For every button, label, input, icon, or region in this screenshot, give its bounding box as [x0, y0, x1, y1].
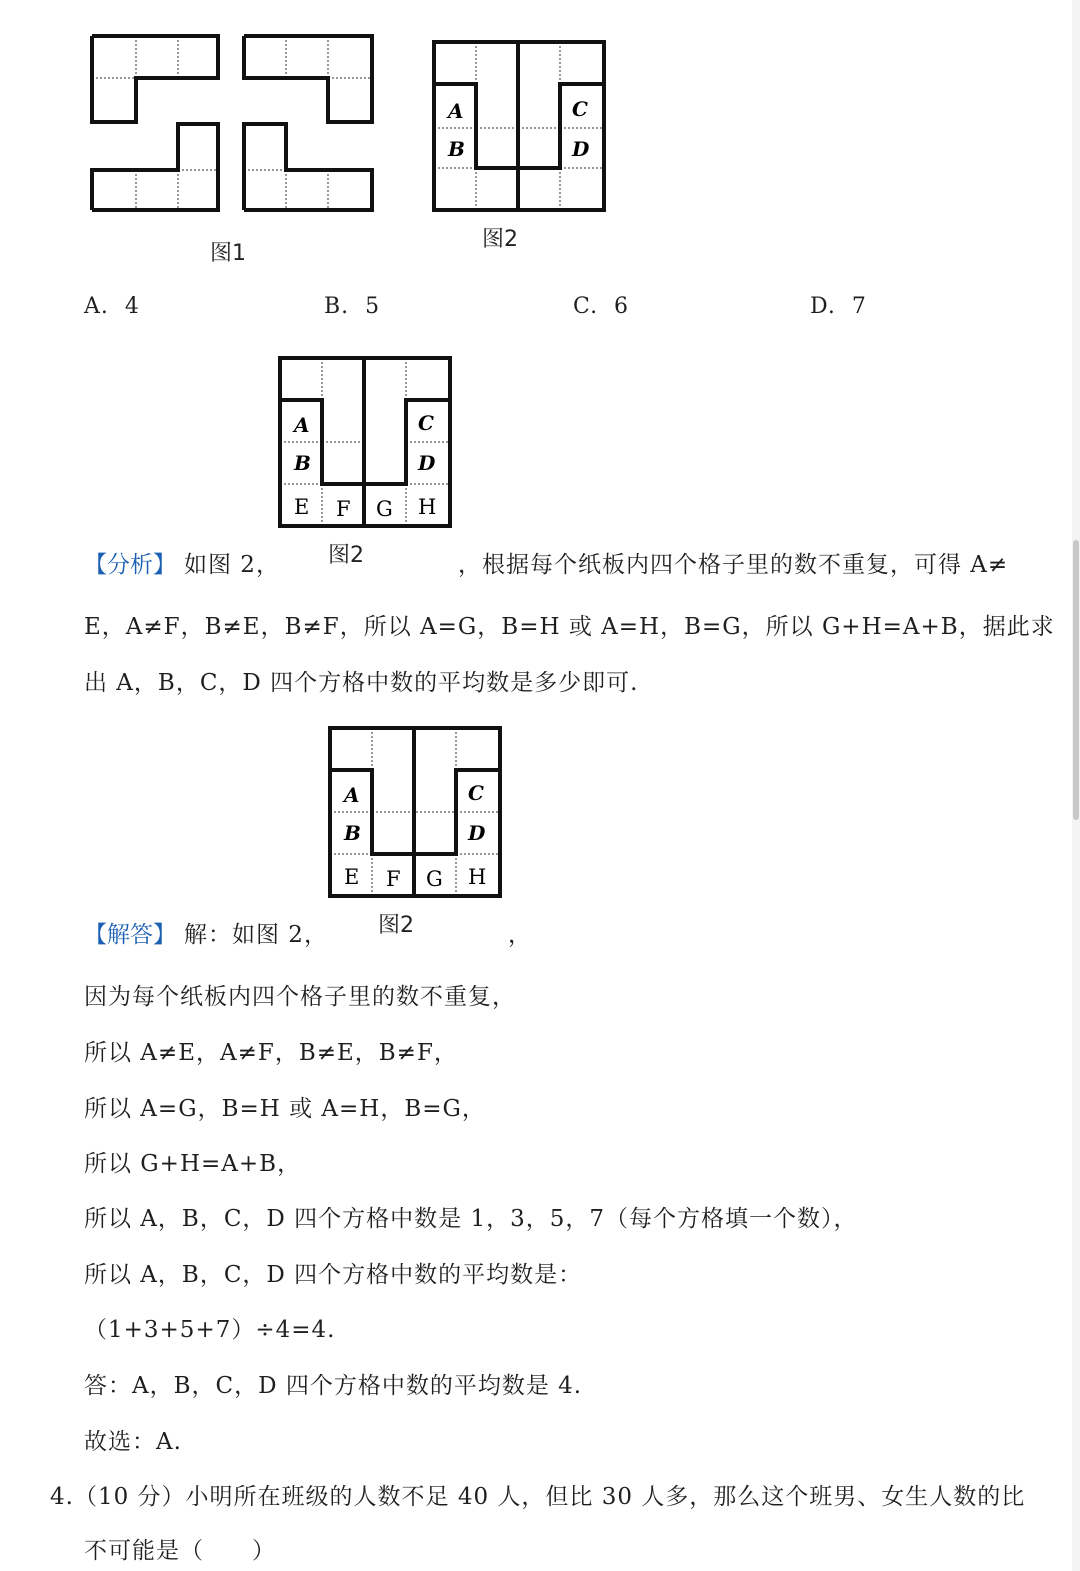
- question-4-text-line-2: 不可能是（ ）: [84, 1538, 276, 1564]
- cell-h-label: H: [468, 865, 487, 889]
- solution-line: 所以 A≠E，A≠F，B≠E，B≠F，: [84, 1040, 458, 1066]
- figure-1-diagram: [88, 32, 378, 218]
- cell-a-label: A: [294, 413, 310, 437]
- solution-line: 所以 A，B，C，D 四个方格中数是 1，3，5，7（每个方格填一个数），: [84, 1206, 858, 1232]
- option-b: B. 5: [324, 294, 381, 319]
- cell-a-label: A: [344, 783, 360, 807]
- cell-a-label: A: [448, 99, 464, 123]
- solution-comma: ，: [508, 922, 531, 948]
- scrollbar-thumb[interactable]: [1073, 540, 1079, 820]
- cell-h-label: H: [418, 495, 437, 519]
- cell-d-label: D: [468, 821, 486, 845]
- cell-e-label: E: [294, 495, 310, 519]
- analysis-figure: [276, 354, 456, 532]
- cell-b-label: B: [294, 451, 311, 475]
- option-c: C. 6: [573, 294, 630, 319]
- solution-line: 因为每个纸板内四个格子里的数不重复，: [84, 984, 516, 1010]
- solution-lead: 解：如图 2，: [184, 922, 328, 948]
- cell-d-label: D: [572, 137, 590, 161]
- option-d: D. 7: [810, 294, 867, 319]
- figure-2-diagram: [430, 38, 610, 216]
- cell-b-label: B: [344, 821, 361, 845]
- analysis-tail: ，根据每个纸板内四个格子里的数不重复，可得 A≠: [458, 552, 1009, 578]
- cell-c-label: C: [468, 781, 484, 805]
- figure-2-caption: 图2: [482, 227, 518, 252]
- solution-figure: [326, 724, 506, 902]
- solution-answer: 答：A，B，C，D 四个方格中数的平均数是 4.: [84, 1373, 583, 1399]
- solution-tag: 【解答】: [84, 922, 176, 948]
- cell-c-label: C: [418, 411, 434, 435]
- question-4-text: 4.（10 分）小明所在班级的人数不足 40 人，但比 30 人多，那么这个班男、女生人数的比: [50, 1484, 1026, 1510]
- analysis-lead: 如图 2，: [184, 552, 280, 578]
- solution-line: 所以 G+H=A+B，: [84, 1151, 302, 1177]
- cell-d-label: D: [418, 451, 436, 475]
- analysis-tag: 【分析】: [84, 552, 176, 578]
- cell-b-label: B: [448, 137, 465, 161]
- solution-line: 所以 A，B，C，D 四个方格中数的平均数是：: [84, 1262, 583, 1288]
- solution-line: 所以 A=G，B=H 或 A=H，B=G，: [84, 1096, 486, 1122]
- cell-g-label: G: [426, 867, 443, 891]
- cell-e-label: E: [344, 865, 360, 889]
- cell-g-label: G: [376, 497, 393, 521]
- analysis-line-2: E，A≠F，B≠E，B≠F，所以 A=G，B=H 或 A=H，B=G，所以 G+H=A+B，据此求: [84, 614, 1055, 640]
- cell-f-label: F: [336, 497, 351, 521]
- analysis-figure-caption: 图2: [328, 543, 364, 568]
- option-a: A. 4: [84, 294, 140, 319]
- analysis-line-3: 出 A，B，C，D 四个方格中数的平均数是多少即可.: [84, 670, 639, 696]
- solution-line: （1+3+5+7）÷4=4.: [84, 1317, 336, 1343]
- solution-final-choice: 故选：A.: [84, 1429, 182, 1455]
- cell-c-label: C: [572, 97, 588, 121]
- solution-figure-caption: 图2: [378, 913, 414, 938]
- cell-f-label: F: [386, 867, 401, 891]
- figure-1-caption: 图1: [210, 241, 246, 266]
